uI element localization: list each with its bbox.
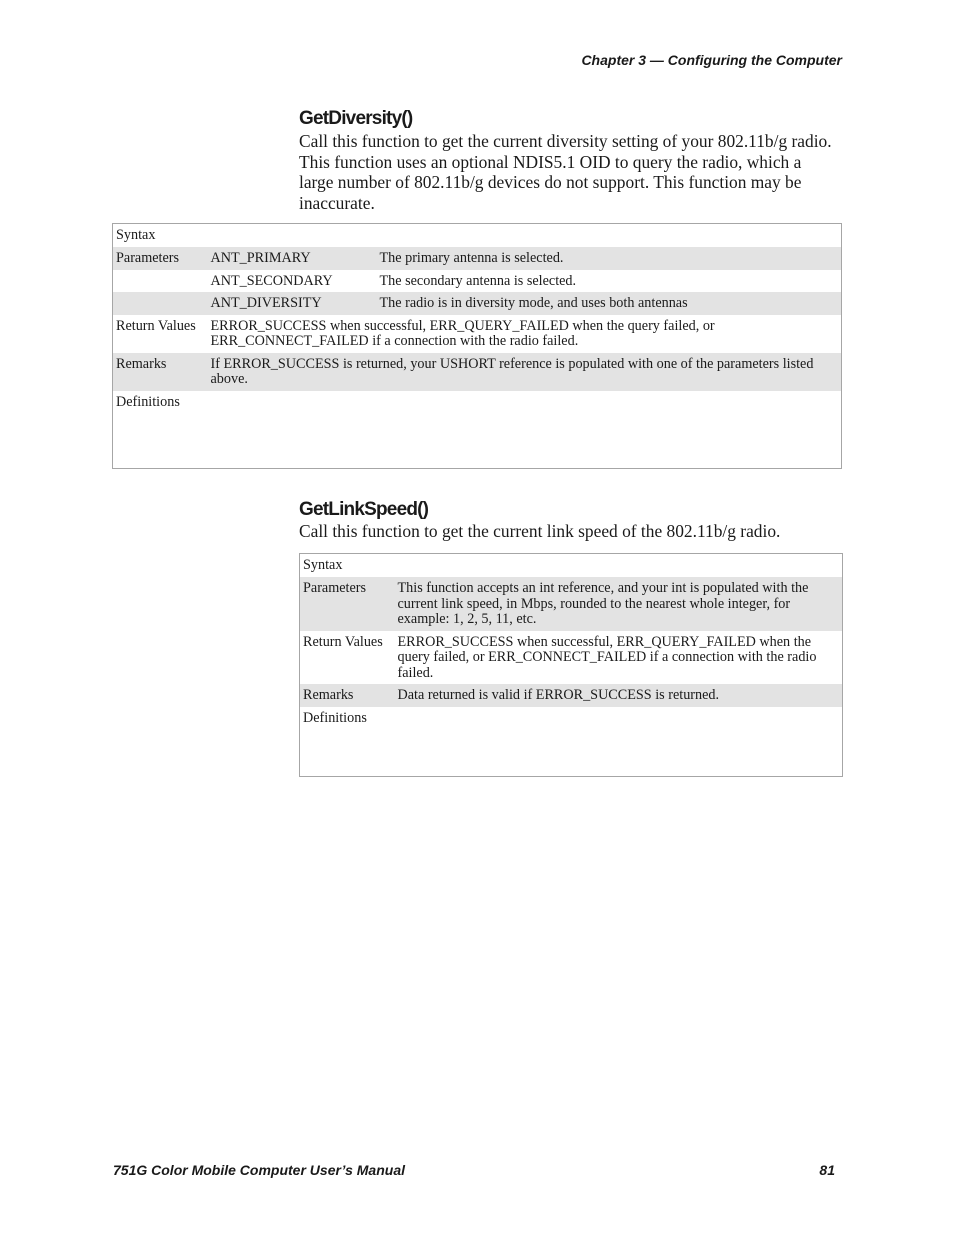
param-desc: The radio is in diversity mode, and uses both antennas xyxy=(377,292,842,315)
param-desc: The secondary antenna is selected. xyxy=(379,272,577,289)
return-values-text: ERROR_SUCCESS when successful, ERR_QUERY_FAILED when the query failed, or ERR_CONNECT_FAILED if a connection with the radio failed. xyxy=(397,633,817,681)
footer-manual-title: 751G Color Mobile Computer User’s Manual xyxy=(113,1162,405,1178)
table-row xyxy=(113,247,842,270)
section-description-getlinkspeed: Call this function to get the current link speed of the 802.11b/g radio. xyxy=(299,521,781,541)
section-title-getlinkspeed: GetLinkSpeed() xyxy=(299,499,429,520)
page-number: 81 xyxy=(819,1162,835,1178)
table-row xyxy=(113,292,842,315)
parameters-label: Parameters xyxy=(300,577,395,631)
table-row xyxy=(113,353,842,391)
parameters-label: Parameters xyxy=(113,247,208,270)
section-description-getdiversity: Call this function to get the current diversity setting of your 802.11b/g radio. This function uses an optional NDIS5.1 OID to query the radio, which a large number of 802.11b/g devices do not support. This function may be inaccurate. xyxy=(299,131,832,213)
return-values-label: Return Values xyxy=(116,317,196,334)
getdiversity-reference-table xyxy=(112,223,842,469)
table-row xyxy=(300,684,843,707)
running-header: Chapter 3 — Configuring the Computer xyxy=(581,52,842,68)
getlinkspeed-reference-table xyxy=(299,553,843,777)
table-row xyxy=(300,707,843,777)
table-row xyxy=(300,554,843,578)
remarks-text: If ERROR_SUCCESS is returned, your USHORT reference is populated with one of the parameters listed above. xyxy=(208,353,842,391)
parameters-text: This function accepts an int reference, and your int is populated with the current link speed, in Mbps, rounded to the nearest whole integer, for example: 1, 2, 5, 11, etc. xyxy=(395,577,843,631)
definitions-label: Definitions xyxy=(303,709,367,726)
param-name: ANT_SECONDARY xyxy=(210,272,333,289)
param-desc: The primary antenna is selected. xyxy=(377,247,842,270)
return-values-text: ERROR_SUCCESS when successful, ERR_QUERY_FAILED when the query failed, or ERR_CONNECT_FAILED if a connection with the radio failed. xyxy=(210,317,715,349)
syntax-label: Syntax xyxy=(303,557,343,573)
table-row xyxy=(113,315,842,353)
remarks-text: Data returned is valid if ERROR_SUCCESS is returned. xyxy=(395,684,843,707)
param-name: ANT_PRIMARY xyxy=(208,247,377,270)
section-title-getdiversity: GetDiversity() xyxy=(299,108,413,129)
remarks-label: Remarks xyxy=(113,353,208,391)
table-row xyxy=(300,631,843,685)
syntax-label: Syntax xyxy=(116,227,156,243)
definitions-label: Definitions xyxy=(116,393,180,410)
table-row xyxy=(113,270,842,293)
param-name: ANT_DIVERSITY xyxy=(208,292,377,315)
table-row xyxy=(113,224,842,248)
table-row xyxy=(113,391,842,469)
return-values-label: Return Values xyxy=(303,633,383,650)
table-row xyxy=(300,577,843,631)
remarks-label: Remarks xyxy=(300,684,395,707)
